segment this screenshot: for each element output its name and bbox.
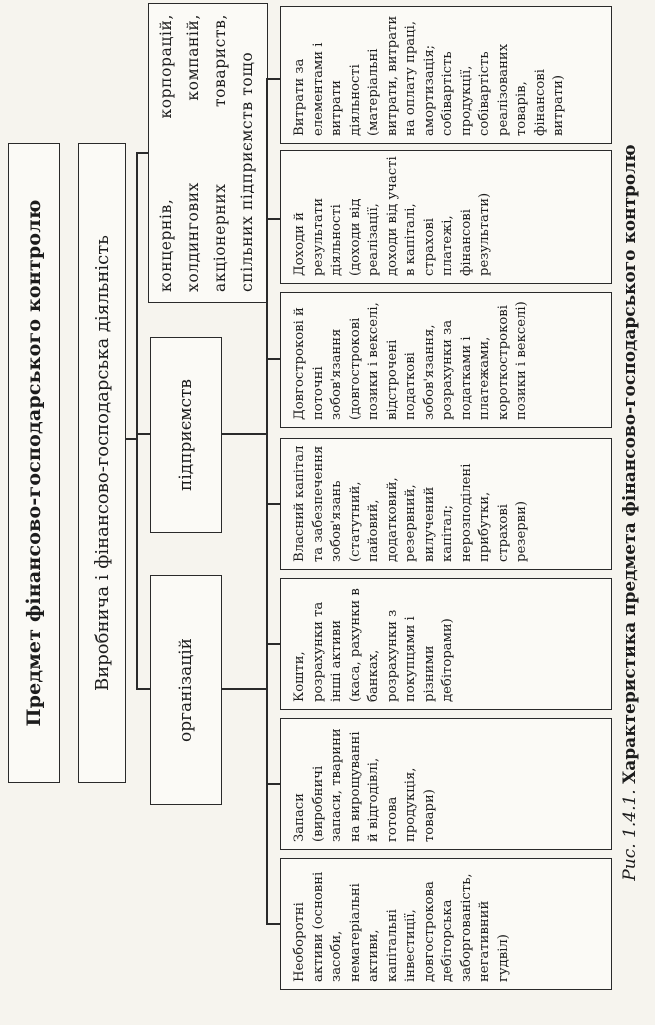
item-text: Запаси (виробничі запаси, тварини на вирощуванні й відгодівлі, готова продукція, товари) — [292, 728, 437, 842]
organizations-text: організацій — [176, 637, 196, 743]
concerns-box — [148, 3, 268, 303]
item-text: Власний капітал та забезпечення зобов'язань (статутний, пайовий, додатковий, резервний, вилучений капітал; нерозподілені прибутки, страхові резерви) — [292, 445, 529, 562]
item-box-equity — [280, 438, 612, 570]
activity-text: Виробнича і фінансово-господарська діяльність — [91, 235, 113, 691]
title-box — [8, 143, 60, 783]
connector-line — [266, 358, 280, 360]
enterprises-text: підприємств — [176, 378, 196, 492]
connector-line — [266, 78, 280, 80]
item-box-liabilities — [280, 292, 612, 428]
connector-line — [136, 153, 138, 690]
connector-line — [222, 433, 266, 435]
concerns-text: концернів, корпорацій, холдингових компаній, акціонерних товариств, спільних підприємств тощо — [157, 14, 256, 292]
caption-prefix: Рис. 1.4.1. — [620, 789, 640, 881]
item-box-inventories — [280, 718, 612, 850]
connector-line — [136, 688, 150, 690]
item-box-noncurrent-assets — [280, 858, 612, 990]
enterprises-box — [150, 337, 222, 533]
item-box-income-results — [280, 150, 612, 284]
activity-box — [78, 143, 126, 783]
item-box-expenses — [280, 6, 612, 144]
connector-line — [136, 152, 148, 154]
item-text: Витрати за елементами і витрати діяльності (матеріальні витрати, витрати на оплату праці, амортизація; собівартість продукції, собівартість реалізованих товарів, фінансові витрати) — [292, 15, 566, 136]
connector-line — [136, 433, 150, 435]
item-text: Кошти, розрахунки та інші активи (каса, рахунки в банках, розрахунки з покупцями і різними дебіторами) — [292, 588, 455, 702]
connector-line — [266, 643, 280, 645]
connector-line — [266, 503, 280, 505]
item-text: Необоротні активи (основні засоби, нематеріальні активи, капітальні інвестиції, довгострокова дебіторська заборгованість, негативний гудвіл) — [292, 871, 511, 982]
connector-line — [266, 783, 280, 785]
connector-line — [126, 438, 136, 440]
title-text: Предмет фінансово-господарського контролю — [23, 199, 45, 727]
item-box-cash-settlements — [280, 578, 612, 710]
item-text: Довгострокові й поточні зобов'язання (довгострокові позики і векселі, відстрочені податкові зобов'язання, розрахунки за податками і платежами, короткострокові позики і векселі) — [292, 301, 529, 420]
caption-text: Характеристика предмета фінансово-господарського контролю — [620, 144, 640, 784]
figure-caption — [620, 0, 640, 1025]
organizations-box — [150, 575, 222, 805]
item-text: Доходи й результати діяльності (доходи від реалізації, доходи від участі в капіталі, страхові платежі, фінансові результати) — [292, 156, 492, 276]
connector-line — [266, 923, 280, 925]
connector-line — [266, 218, 280, 220]
connector-line — [222, 688, 266, 690]
